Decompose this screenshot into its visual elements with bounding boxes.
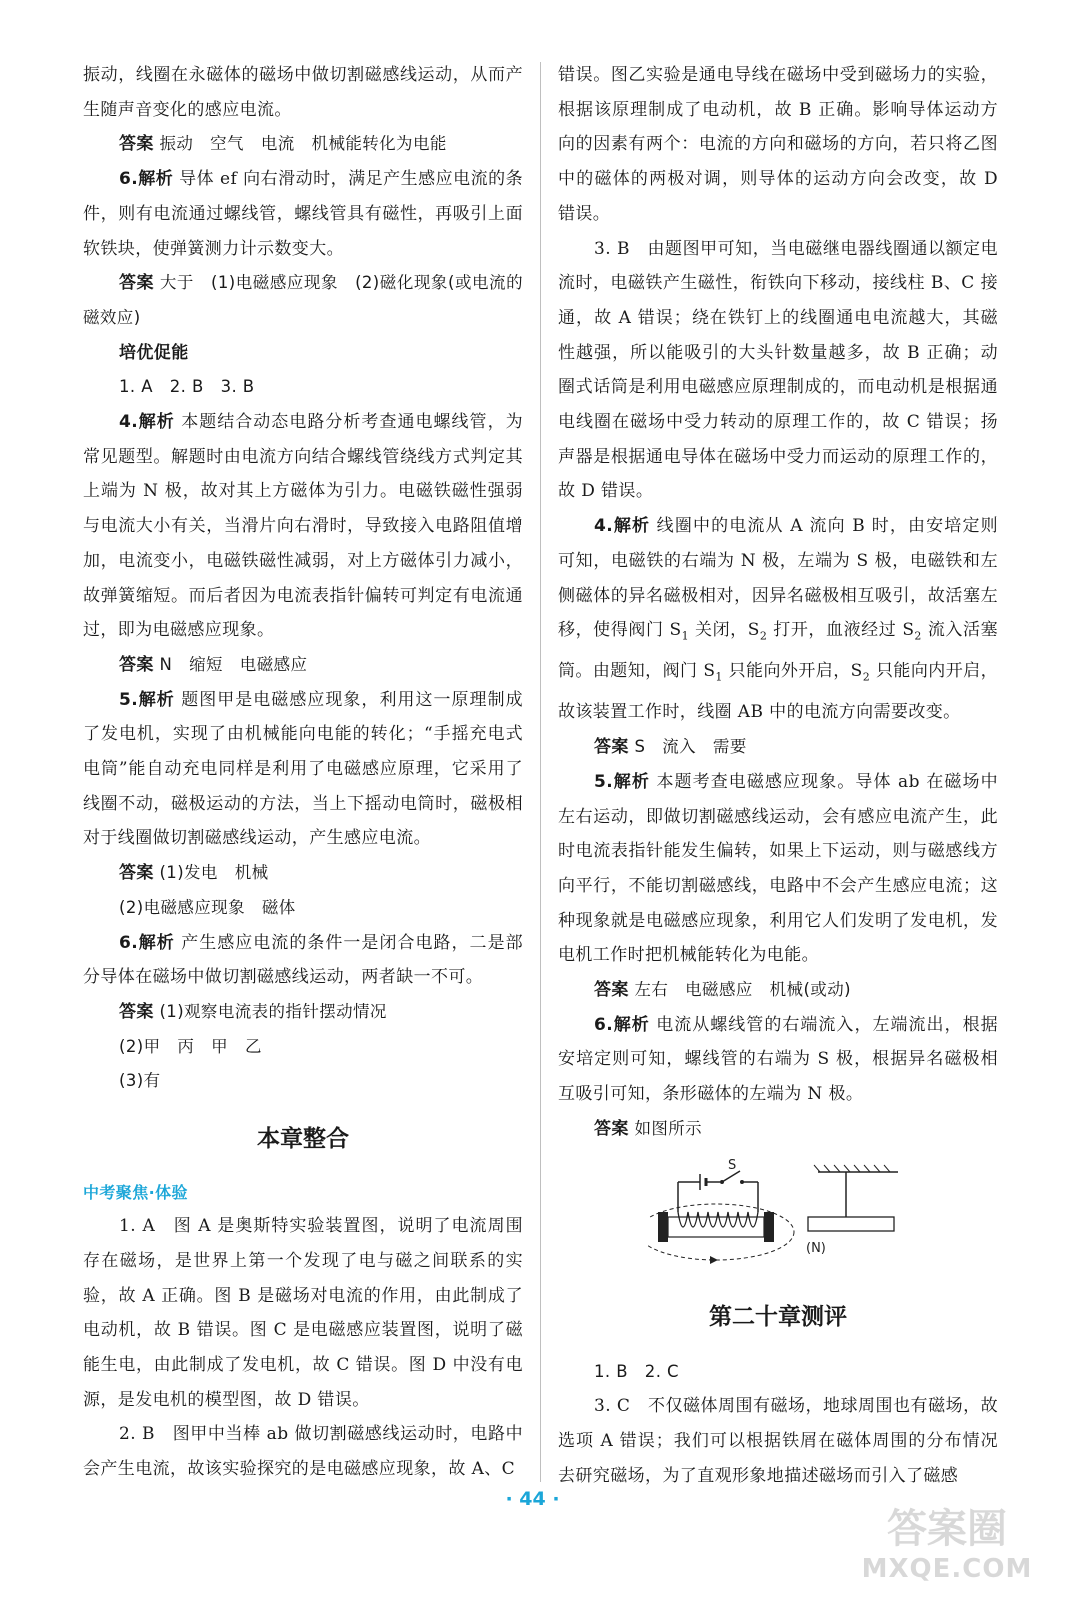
answer-line: 答案 (1)发电 机械 [119,863,269,884]
solenoid-diagram [648,1157,908,1277]
answer-line: (3)有 [119,1071,161,1091]
watermark-text: 答案圈 [887,1506,1007,1552]
analysis-paragraph: 6.解析 导体 ef 向右滑动时，满足产生感应电流的条件，则有电流通过螺线管，螺线管具有磁性，再吸引上面软铁块，使弹簧测力计示数变大。 [83,169,524,259]
answer-line: 答案 如图所示 [594,1118,703,1139]
left-column [83,58,523,1487]
analysis-paragraph: 6.解析 产生感应电流的条件一是闭合电路，二是部分导体在磁场中做切割磁感线运动，两者缺一不可。 [83,932,524,988]
section-heading: 培优促能 [119,342,189,363]
paragraph: 错误。图乙实验是通电导线在磁场中受到磁场力的实验，根据该原理制成了电动机，故 B 正确。影响导体运动方向的因素有两个：电流的方向和磁场的方向，若只将乙图中的磁体的两极对调，则导体的运动方向会改变，故 D 错误。 [558,65,998,224]
watermark-url: MXQE.COM [861,1554,1033,1584]
answer-line: 答案 左右 电磁感应 机械(或动) [594,980,851,1001]
answer-line: 答案 振动 空气 电流 机械能转化为电能 [119,134,447,155]
chapter-title: 本章整合 [257,1126,349,1153]
analysis-paragraph: 2. B 图甲中当棒 ab 做切割磁感线运动时，电路中会产生电流，故该实验探究的是电磁感应现象，故 A、C [83,1424,523,1480]
analysis-paragraph: 4.解析 线圈中的电流从 A 流向 B 时，由安培定则可知，电磁铁的右端为 N 极，左端为 S 极，电磁铁和左侧磁体的异名磁极相对，因异名磁极相互吸引，故活塞左移，使得阀门 $S_1$ 关闭，$S_2$ 打开，血液经过 $S_2$ 流入活塞筒。由题知，阀门 $S_1$ 只能向外开启，$S_2$ 只能向内开启，故该装置工作时，线圈 AB 中的电流方向需要改变。 [558,516,998,723]
right-column [558,58,998,1493]
analysis-paragraph: 1. A 图 A 是奥斯特实验装置图，说明了电流周围存在磁场，是世界上第一个发现了电与磁之间联系的实验，故 A 正确。图 B 是磁场对电流的作用，由此制成了电动机，故 B 错误。图 C 是电磁感应装置图，说明了磁能生电，由此制成了发电机，故 C 错误。图 D 中没有电源，是发电机的模型图，故 D 错误。 [83,1216,523,1410]
watermark-logo [847,1504,1047,1594]
analysis-paragraph: 6.解析 电流从螺线管的右端流入，左端流出，根据安培定则可知，螺线管的右端为 S 极，根据异名磁极相互吸引可知，条形磁体的左端为 N 极。 [558,1014,999,1105]
answer-line: 1. A 2. B 3. B [119,377,255,397]
answer-line: (2)电磁感应现象 磁体 [119,897,296,917]
analysis-paragraph: 3. C 不仅磁体周围有磁场，地球周围也有磁场，故选项 A 错误；我们可以根据铁屑在磁体周围的分布情况去研究磁场，为了直观形象地描述磁场而引入了磁感 [558,1396,998,1486]
page-number: · 44 · [505,1488,560,1510]
solenoid-figure [558,1147,998,1277]
analysis-paragraph: 5.解析 本题考查电磁感应现象。导体 ab 在磁场中左右运动，即做切割磁感线运动，会有感应电流产生，此时电流表指针能发生偏转，如果上下运动，则与磁感线方向平行，不能切割磁感线，电路中不会产生感应电流；这种现象就是电磁感应现象，利用它人们发明了发电机，发电机工作时把机械能转化为电能。 [558,771,999,966]
chapter-title: 第二十章测评 [709,1303,847,1330]
analysis-paragraph: 4.解析 本题结合动态电路分析考查通电螺线管，为常见题型。解题时由电流方向结合螺线管绕线方式判定其上端为 N 极，故对其上方磁体为引力。电磁铁磁性强弱与电流大小有关，当滑片向右滑时，导致接入电路阻值增加，电流变小，电磁铁磁性减弱，对上方磁体引力减小，故弹簧缩短。而后者因为电流表指针偏转可判定有电流通过，即为电磁感应现象。 [83,412,524,641]
section-label: 中考聚焦·体验 [83,1183,188,1203]
switch-label: S [728,1157,737,1173]
answer-line: 答案 N 缩短 电磁感应 [119,654,308,675]
analysis-paragraph: 5.解析 题图甲是电磁感应现象，利用这一原理制成了发电机，实现了由机械能向电能的转化；“手摇充电式电筒”能自动充电同样是利用了电磁感应原理，它采用了线圈不动，磁极运动的方法，当上下摇动电筒时，磁极相对于线圈做切割磁感线运动，产生感应电流。 [83,689,524,849]
analysis-paragraph: 3. B 由题图甲可知，当电磁继电器线圈通以额定电流时，电磁铁产生磁性，衔铁向下移动，接线柱 B、C 接通，故 A 错误；绕在铁钉上的线圈通电电流越大，其磁性越强，所以能吸引的大头针数量越多，故 B 正确；动圈式话筒是利用电磁感应原理制成的，而电动机是根据通电线圈在磁场中受力转动的原理工作的，故 C 错误；扬声器是根据通电导体在磁场中受力而运动的原理工作的，故 D 错误。 [558,238,998,502]
answer-line: (2)甲 丙 甲 乙 [119,1036,262,1056]
column-divider [540,62,541,1482]
paragraph: 振动，线圈在永磁体的磁场中做切割磁感线运动，从而产生随声音变化的感应电流。 [83,65,523,120]
pole-label: (N) [806,1240,826,1256]
answer-line: 答案 大于 (1)电磁感应现象 (2)磁化现象(或电流的磁效应) [83,273,523,327]
answer-line: 答案 (1)观察电流表的指针摆动情况 [119,1001,387,1022]
answer-line: 答案 S 流入 需要 [594,737,747,758]
answer-line: 1. B 2. C [594,1361,679,1381]
